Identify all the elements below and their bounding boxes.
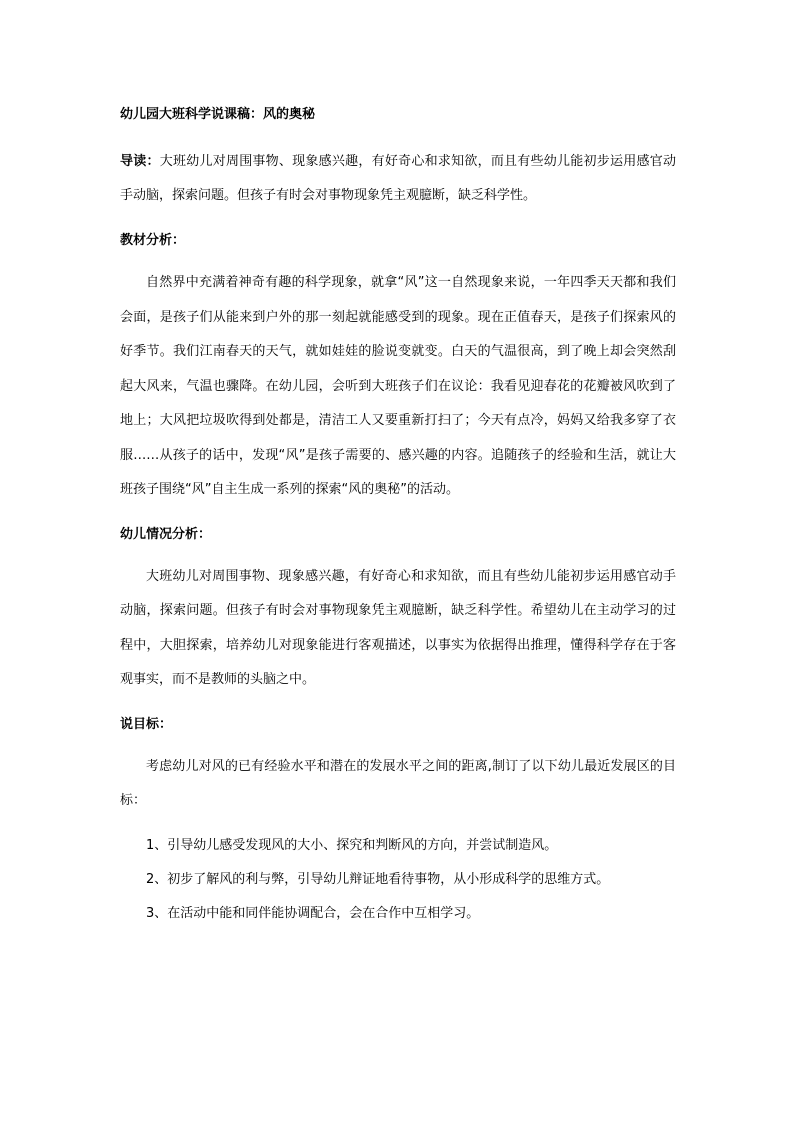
goals-list <box>120 833 676 927</box>
intro-text: 大班幼儿对周围事物、现象感兴趣，有好奇心和求知欲，而且有些幼儿能初步运用感官动手动脑，探索问题。但孩子有时会对事物现象凭主观臆断，缺乏科学性。 <box>120 154 676 203</box>
section-child-analysis <box>120 522 676 698</box>
section-material-analysis <box>120 228 676 508</box>
section-heading: 说目标： <box>120 716 173 732</box>
section-heading: 教材分析： <box>120 233 186 248</box>
document-title: 幼儿园大班科学说课稿：风的奥秘 <box>120 107 316 122</box>
section-paragraph: 自然界中充满着神奇有趣的科学现象，就拿“风”这一自然现象来说，一年四季天天都和我们会面，是孩子们从能来到户外的那一刻起就能感受到的现象。现在正值春天，是孩子们探索风的好季节。我们江南春天的天气，就如娃娃的脸说变就变。白天的气温很高，到了晚上却会突然刮起大风来，气温也骤降。在幼儿园，会听到大班孩子们在议论：我看见迎春花的花瓣被风吹到了地上；大风把垃圾吹得到处都是，清洁工人又要重新打扫了；今天有点冷，妈妈又给我多穿了衣服……从孩子的话中，发现“风”是孩子需要的、感兴趣的内容。追随孩子的经验和生活，就让大班孩子围绕“风”自主生成一系列的探索“风的奥秘”的活动。 <box>120 275 676 497</box>
document-body <box>120 102 676 935</box>
goal-item: 1、引导幼儿感受发现风的大小、探究和判断风的方向，并尝试制造风。 <box>146 837 558 853</box>
section-paragraph: 考虑幼儿对风的已有经验水平和潜在的发展水平之间的距离,制订了以下幼儿最近发展区的目标： <box>120 758 676 808</box>
section-goals <box>120 712 676 927</box>
intro-paragraph <box>120 145 676 213</box>
section-heading: 幼儿情况分析： <box>120 526 212 542</box>
goal-item: 3、在活动中能和同伴能协调配合，会在合作中互相学习。 <box>146 905 480 921</box>
intro-lead: 导读： <box>120 154 160 169</box>
goal-item: 2、初步了解风的利与弊，引导幼儿辩证地看待事物，从小形成科学的思维方式。 <box>146 871 610 887</box>
section-paragraph: 大班幼儿对周围事物、现象感兴趣，有好奇心和求知欲，而且有些幼儿能初步运用感官动手动脑，探索问题。但孩子有时会对事物现象凭主观臆断，缺乏科学性。希望幼儿在主动学习的过程中，大胆探索，培养幼儿对现象能进行客观描述，以事实为依据得出推理，懂得科学存在于客观事实，而不是教师的头脑之中。 <box>120 568 676 687</box>
